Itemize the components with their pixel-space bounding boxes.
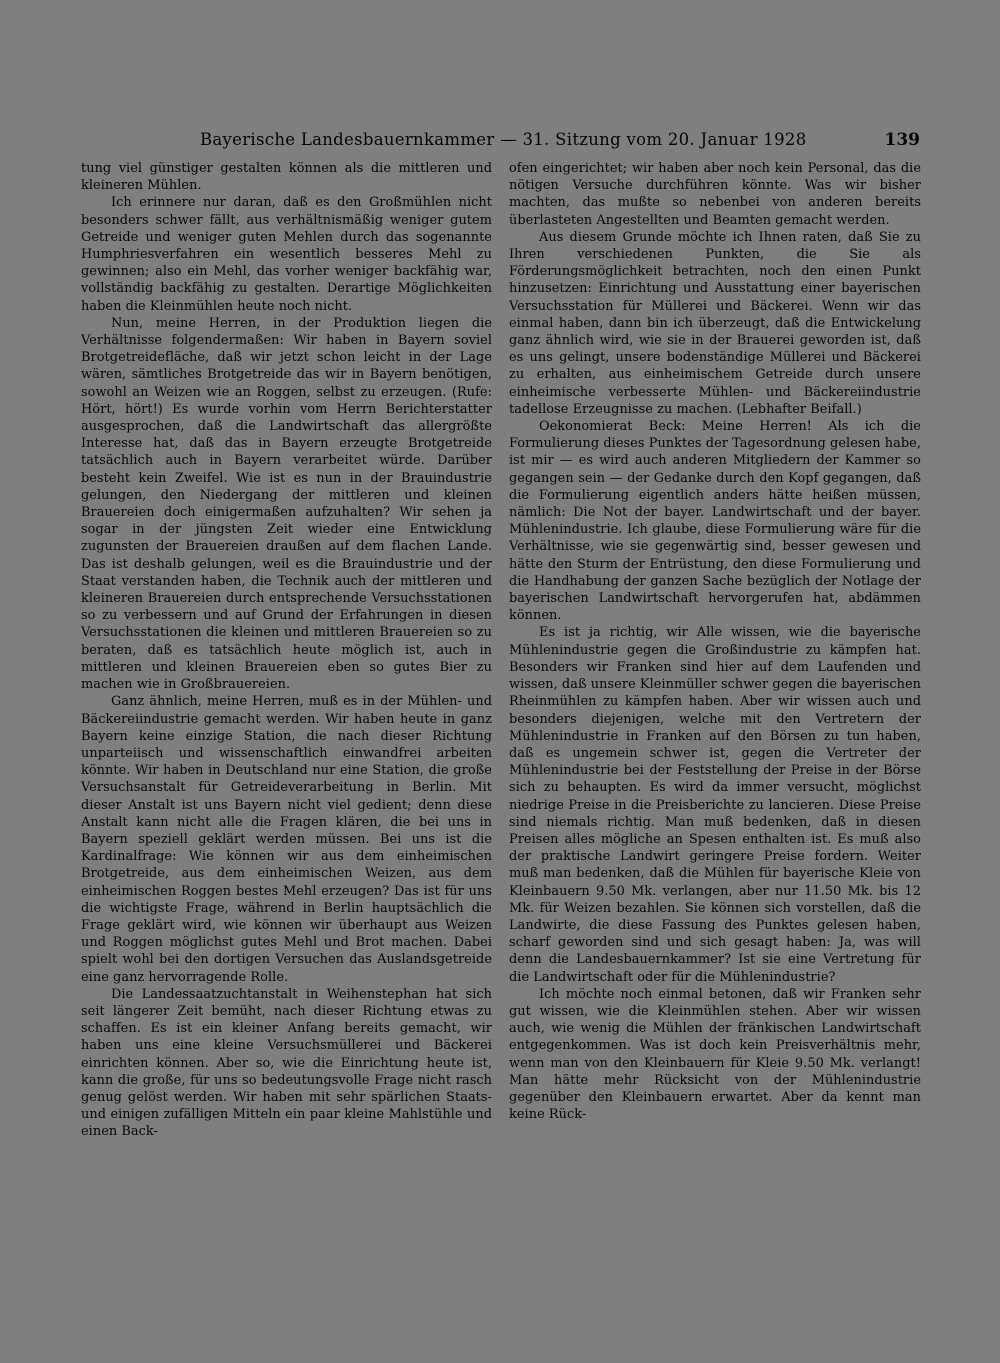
- right-column: [509, 160, 921, 1240]
- paragraph: Die Landessaatzuchtanstalt in Weihenstephan hat sich seit längerer Zeit bemüht, nach dieser Richtung etwas zu schaffen. Es ist ein kleiner Anfang bereits gemacht, wir haben uns eine kleine Versuchsmüllerei und Bäckerei einrichten können. Aber so, wie die Einrichtung heute ist, kann die große, für uns so bedeutungsvolle Frage nicht rasch genug gelöst werden. Wir haben mit sehr spärlichen Staats- und einigen zufälligen Mitteln ein paar kleine Mahlstühle und einen Back-: [81, 986, 492, 1140]
- paragraph: Ganz ähnlich, meine Herren, muß es in der Mühlen- und Bäckereiindustrie gemacht werden. Wir haben heute in ganz Bayern keine einzige Station, die nach dieser Richtung unparteiisch und wissenschaftlich einwandfrei arbeiten könnte. Wir haben in Deutschland nur eine Station, die große Versuchsanstalt für Getreideverarbeitung in Berlin. Mit dieser Anstalt ist uns Bayern nicht viel gedient; denn diese Anstalt kann nicht alle die Fragen klären, die bei uns in Bayern speziell geklärt werden müssen. Bei uns ist die Kardinalfrage: Wie können wir aus dem einheimischen Brotgetreide, aus dem einheimischen Weizen, aus dem einheimischen Roggen bestes Mehl erzeugen? Das ist für uns die wichtigste Frage, während in Berlin hauptsächlich die Frage geklärt wird, wie können wir überhaupt aus Weizen und Roggen möglichst gutes Mehl und Brot machen. Dabei spielt wohl bei den dortigen Versuchen das Auslandsgetreide eine ganz hervorragende Rolle.: [81, 694, 492, 985]
- paragraph: Ich erinnere nur daran, daß es den Großmühlen nicht besonders schwer fällt, aus verhältnismäßig weniger gutem Getreide und weniger guten Mehlen durch das sogenannte Humphriesverfahren ein wesentlich besseres Mehl zu gewinnen; also ein Mehl, das vorher weniger backfähig war, vollständig backfähig zu gestalten. Derartige Möglichkeiten haben die Kleinmühlen heute noch nicht.: [81, 195, 492, 314]
- page-number: 139: [884, 130, 920, 150]
- paragraph: Ich möchte noch einmal betonen, daß wir Franken sehr gut wissen, wie die Kleinmühlen stehen. Aber wir wissen auch, wie wenig die Mühlen der fränkischen Landwirtschaft entgegenkommen. Was ist doch kein Preisverhältnis mehr, wenn man von den Kleinbauern für Kleie 9.50 Mk. verlangt! Man hätte mehr Rücksicht von der Mühlenindustrie gegenüber den Kleinbauern erwartet. Aber da kennt man keine Rück-: [509, 986, 921, 1123]
- paragraph: tung viel günstiger gestalten können als die mittleren und kleineren Mühlen.: [81, 161, 492, 194]
- left-column: [81, 160, 492, 1240]
- paragraph: Aus diesem Grunde möchte ich Ihnen raten, daß Sie zu Ihren verschiedenen Punkten, die Sie als Förderungsmöglichkeit betrachten, noch den einen Punkt hinzusetzen: Einrichtung und Ausstattung einer bayerischen Versuchsstation für Müllerei und Bäckerei. Wenn wir das einmal haben, dann bin ich überzeugt, daß die Entwickelung ganz ähnlich wird, wie sie in der Brauerei geworden ist, daß es uns gelingt, unsere bodenständige Müllerei und Bäckerei zu erhalten, aus einheimischem Getreide durch unsere einheimische verbesserte Mühlen- und Bäckereiindustrie tadellose Erzeugnisse zu machen. (Lebhafter Beifall.): [509, 229, 921, 417]
- page-header: [80, 130, 920, 160]
- paragraph: Es ist ja richtig, wir Alle wissen, wie die bayerische Mühlenindustrie gegen die Großindustrie zu kämpfen hat. Besonders wir Franken sind hier auf dem Laufenden und wissen, daß unsere Kleinmüller schwer gegen die bayerischen Rheinmühlen zu kämpfen haben. Aber wir wissen auch und besonders diejenigen, welche mit den Vertretern der Mühlenindustrie in Franken auf den Börsen zu tun haben, daß es ungemein schwer ist, gegen die Vertreter der Mühlenindustrie bei der Feststellung der Preise in der Börse sich zu behaupten. Es wird da immer versucht, möglichst niedrige Preise in die Preisberichte zu lancieren. Diese Preise sind niemals richtig. Man muß bedenken, daß in diesen Preisen alles mögliche an Spesen enthalten ist. Es muß also der praktische Landwirt geringere Preise fordern. Weiter muß man bedenken, daß die Mühlen für bayerische Kleie von Kleinbauern 9.50 Mk. verlangen, aber nur 11.50 Mk. bis 12 Mk. für Weizen bezahlen. Sie können sich vorstellen, daß die Landwirte, die diese Fassung des Punktes gelesen haben, scharf geworden sind und sich gesagt haben: Ja, was will denn die Landesbauernkammer? Ist sie eine Vertretung für die Landwirtschaft oder für die Mühlenindustrie?: [509, 625, 921, 985]
- paragraph: Nun, meine Herren, in der Produktion liegen die Verhältnisse folgendermaßen: Wir haben in Bayern soviel Brotgetreidefläche, daß wir jetzt schon leicht in der Lage wären, sämtliches Brotgetreide das wir in Bayern benötigen, sowohl an Weizen wie an Roggen, selbst zu erzeugen. (Rufe: Hört, hört!) Es wurde vorhin vom Herrn Berichterstatter ausgesprochen, daß die Landwirtschaft das allergrößte Interesse hat, daß das in Bayern erzeugte Brotgetreide tatsächlich auch in Bayern verarbeitet würde. Darüber besteht kein Zweifel. Wie ist es nun in der Brauindustrie gelungen, den Niedergang der mittleren und kleinen Brauereien doch einigermaßen aufzuhalten? Wir sehen ja sogar in der jüngsten Zeit wieder eine Entwicklung zugunsten der Brauereien draußen auf dem flachen Lande. Das ist deshalb gelungen, weil es die Brauindustrie und der Staat verstanden haben, die Technik auch der mittleren und kleineren Brauereien durch entsprechende Versuchsstationen so zu verbessern und auf Grund der Erfahrungen in diesen Versuchsstationen die kleinen und mittleren Brauereien so zu beraten, daß es tatsächlich heute möglich ist, auch in mittleren und kleinen Brauereien eben so gutes Bier zu machen wie in Großbrauereien.: [81, 315, 492, 693]
- paragraph: Oekonomierat Beck: Meine Herren! Als ich die Formulierung dieses Punktes der Tagesordnung gelesen habe, ist mir — es wird auch anderen Mitgliedern der Kammer so gegangen sein — der Gedanke durch den Kopf gegangen, daß die Formulierung eigentlich anders hätte heißen müssen, nämlich: Die Not der bayer. Landwirtschaft und der bayer. Mühlenindustrie. Ich glaube, diese Formulierung wäre für die Verhältnisse, wie sie gegenwärtig sind, besser gewesen und hätte den Sturm der Entrüstung, den diese Formulierung und die Handhabung der ganzen Sache bezüglich der Notlage der bayerischen Landwirtschaft hervorgerufen hat, abdämmen können.: [509, 419, 921, 624]
- paragraph: ofen eingerichtet; wir haben aber noch kein Personal, das die nötigen Versuche durchführen könnte. Was wir bisher machten, das mußte so nebenbei von anderen bereits überlasteten Angestellten und Beamten gemacht werden.: [509, 161, 921, 228]
- running-title: Bayerische Landesbauernkammer — 31. Sitzung vom 20. Januar 1928: [200, 130, 807, 149]
